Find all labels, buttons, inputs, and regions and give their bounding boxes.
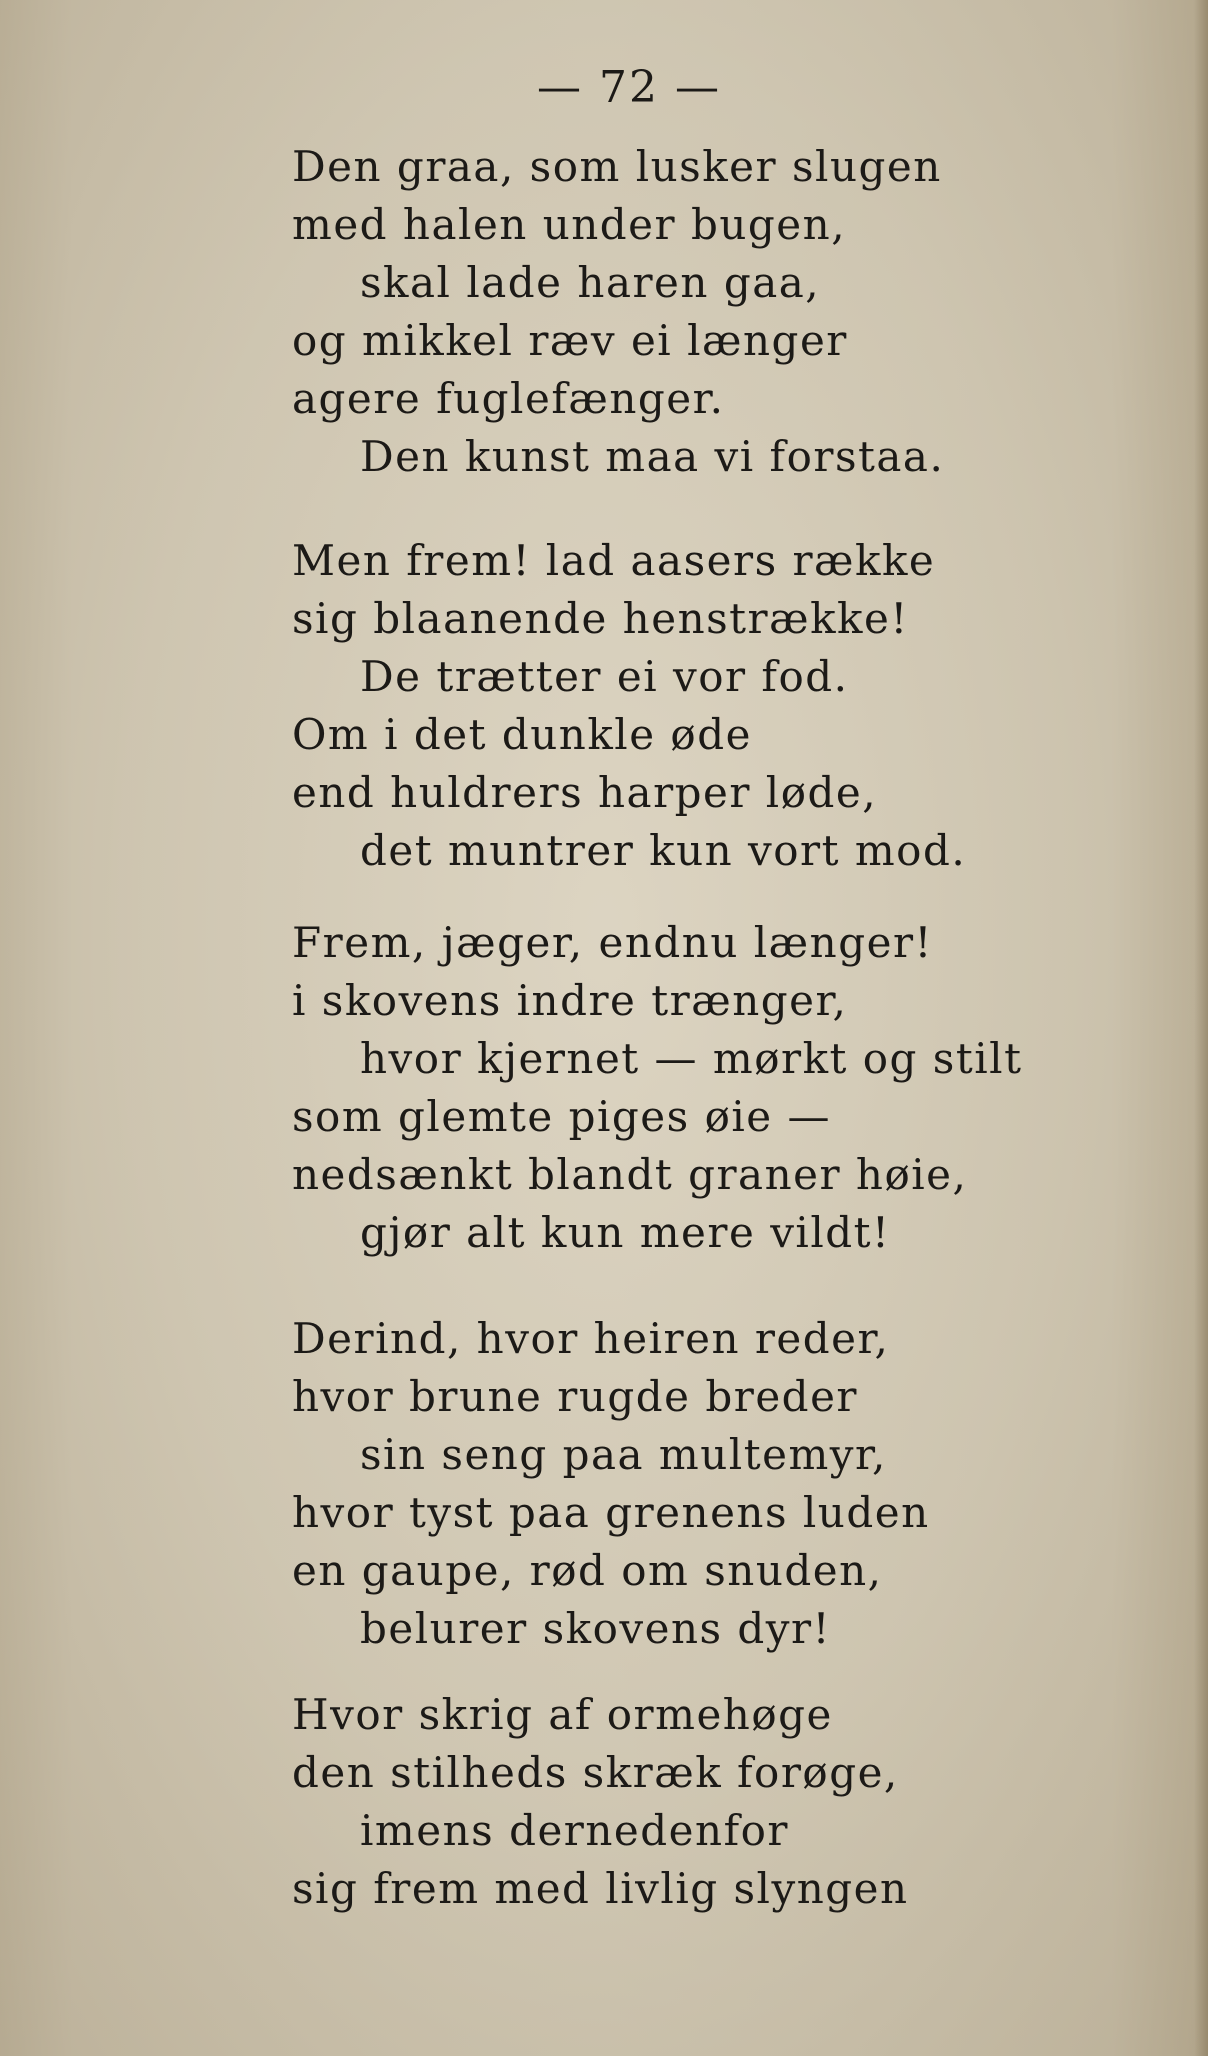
stanza-2	[292, 532, 1172, 880]
verse-line: hvor tyst paa grenens luden	[292, 1488, 930, 1537]
verse-line: hvor brune rugde breder	[292, 1372, 859, 1421]
verse-line: imens dernedenfor	[360, 1806, 789, 1855]
stanza-4	[292, 1310, 1172, 1658]
verse-line: hvor kjernet — mørkt og stilt	[360, 1034, 1023, 1083]
verse-line: Men frem! lad aasers række	[292, 536, 936, 585]
stanza-1	[292, 138, 1172, 486]
verse-line: Hvor skrig af ormehøge	[292, 1690, 833, 1739]
verse-line: med halen under bugen,	[292, 200, 847, 249]
verse-line: og mikkel ræv ei længer	[292, 316, 848, 365]
verse-line: Frem, jæger, endnu længer!	[292, 918, 933, 967]
page-edge-shadow	[1194, 0, 1208, 2056]
verse-line: sin seng paa multemyr,	[360, 1430, 887, 1479]
verse-line: agere fuglefænger.	[292, 374, 725, 423]
verse-line: Den graa, som lusker slugen	[292, 142, 942, 191]
verse-line: gjør alt kun mere vildt!	[360, 1208, 891, 1257]
stanza-5	[292, 1686, 1172, 1918]
verse-line: det muntrer kun vort mod.	[360, 826, 967, 875]
verse-line: Derind, hvor heiren reder,	[292, 1314, 890, 1363]
stanza-3	[292, 914, 1172, 1262]
verse-line: i skovens indre trænger,	[292, 976, 848, 1025]
verse-line: Den kunst maa vi forstaa.	[360, 432, 945, 481]
verse-line: nedsænkt blandt graner høie,	[292, 1150, 968, 1199]
verse-line: skal lade haren gaa,	[360, 258, 821, 307]
verse-line: en gaupe, rød om snuden,	[292, 1546, 883, 1595]
page-number-text: — 72 —	[537, 62, 721, 113]
verse-line: belurer skovens dyr!	[360, 1604, 831, 1653]
verse-line: som glemte piges øie —	[292, 1092, 831, 1141]
verse-line: Om i det dunkle øde	[292, 710, 752, 759]
page-number	[0, 62, 1208, 113]
verse-line: den stilheds skræk forøge,	[292, 1748, 899, 1797]
verse-line: sig frem med livlig slyngen	[292, 1864, 909, 1913]
verse-line: end huldrers harper løde,	[292, 768, 878, 817]
verse-line: sig blaanende henstrække!	[292, 594, 909, 643]
verse-line: De trætter ei vor fod.	[360, 652, 849, 701]
